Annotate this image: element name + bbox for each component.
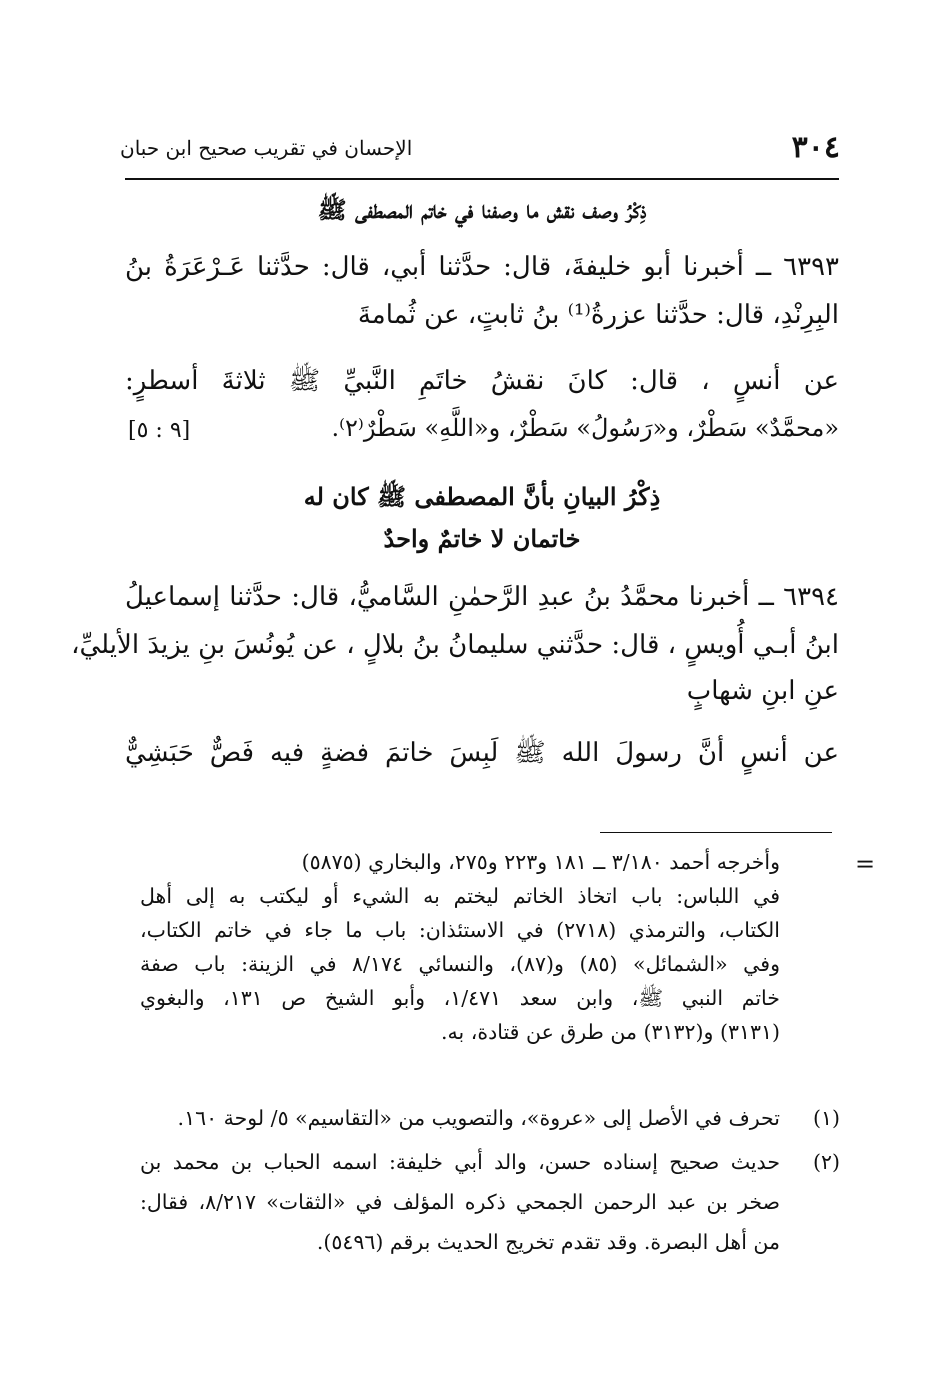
section-heading: ذِكْرُ البيانِ بأنَّ المصطفى ﷺ كان له xyxy=(303,482,661,511)
footnote-line: الكتاب، والترمذي (٢٧١٨) في الاستئذان: باب ما جاء في خاتم الكتاب، xyxy=(140,918,780,942)
footnote-divider xyxy=(600,832,832,833)
footnote-line: تحرف في الأصل إلى «عروة»، والتصويب من «التقاسيم» ٥/ لوحة ١٦٠. xyxy=(177,1106,780,1130)
footnote-line: في اللباس: باب اتخاذ الخاتم ليختم به الشيء أو ليكتب به إلى أهل xyxy=(140,884,780,908)
footnote-line: وأخرجه أحمد ٣/١٨٠ ــ ١٨١ و٢٢٣ و٢٧٥، والبخاري (٥٨٧٥) xyxy=(301,850,780,874)
section-heading: خاتمان لا خاتمٌ واحدٌ xyxy=(383,524,581,553)
section-heading: ذِكْرُ وصف نقش ما وصفنا في خاتم المصطفى ﷺ xyxy=(317,195,647,224)
isnad-line: البِرِنْدِ، قال: حدَّثنا عزرةُ⁽¹⁾ بنُ ثابتٍ، عن ثُمامةَ xyxy=(357,300,839,330)
footnote-line: حديث صحيح إسناده حسن، والد أبي خليفة: اسمه الحباب بن محمد بن xyxy=(140,1150,780,1174)
footnote-line: خاتم النبي ﷺ، وابن سعد ١/٤٧١، وأبو الشيخ ص ١٣١، والبغوي xyxy=(140,986,780,1010)
page-number: ٣٠٤ xyxy=(791,130,840,165)
footnote-line: (٣١٣١) و(٣١٣٢) من طرق عن قتادة، به. xyxy=(441,1020,780,1044)
isnad-line: ابنُ أبـي أُويسٍ ، قال: حدَّثني سليمانُ بنُ بلالٍ ، عن يُونُسَ بنِ يزيدَ الأيليِّ، xyxy=(71,630,839,660)
footnote-line: صخر بن عبد الرحمن الجمحي ذكره المؤلف في «الثقات» ٨/٢١٧، فقال: xyxy=(140,1190,780,1214)
isnad-line: ٦٣٩٣ ــ أخبرنا أبو خليفةَ، قال: حدَّثنا أبي، قال: حدَّثنا عَـرْعَرَةُ بنُ xyxy=(125,252,839,282)
footnote-marker: (١) xyxy=(812,1106,840,1130)
running-title: الإحسان في تقريب صحيح ابن حبان xyxy=(120,136,413,160)
matn-line: عن أنسٍ أنَّ رسولَ الله ﷺ لَبِسَ خاتمَ فضةٍ فيه فَصٌّ حَبَشِيٌّ xyxy=(125,738,839,768)
isnad-line: عنِ ابنِ شهابٍ xyxy=(686,676,839,706)
header-divider xyxy=(125,178,839,180)
footnote-marker: (٢) xyxy=(812,1150,840,1174)
matn-line: عن أنسٍ ، قال: كانَ نقشُ خاتَمِ النَّبيِّ ﷺ ثلاثةَ أسطرٍ: xyxy=(125,366,839,396)
footnote-line: وفي «الشمائل» (٨٥) و(٨٧)، والنسائي ٨/١٧٤ في الزينة: باب صفة xyxy=(140,952,780,976)
continuation-mark: = xyxy=(855,850,876,878)
footnote-line: من أهل البصرة. وقد تقدم تخريج الحديث برقم (٥٤٩٦). xyxy=(316,1230,780,1254)
isnad-line: ٦٣٩٤ ــ أخبرنا محمَّدُ بنُ عبدِ الرَّحمٰنِ السَّاميُّ، قال: حدَّثنا إسماعيلُ xyxy=(125,582,839,612)
matn-line: «محمَّدٌ» سَطْرٌ، و«رَسُولُ» سَطْرٌ، و«اللَّهِ» سَطْرٌ⁽٢⁾. xyxy=(331,414,839,442)
volume-reference: [٩ : ٥] xyxy=(128,418,191,443)
